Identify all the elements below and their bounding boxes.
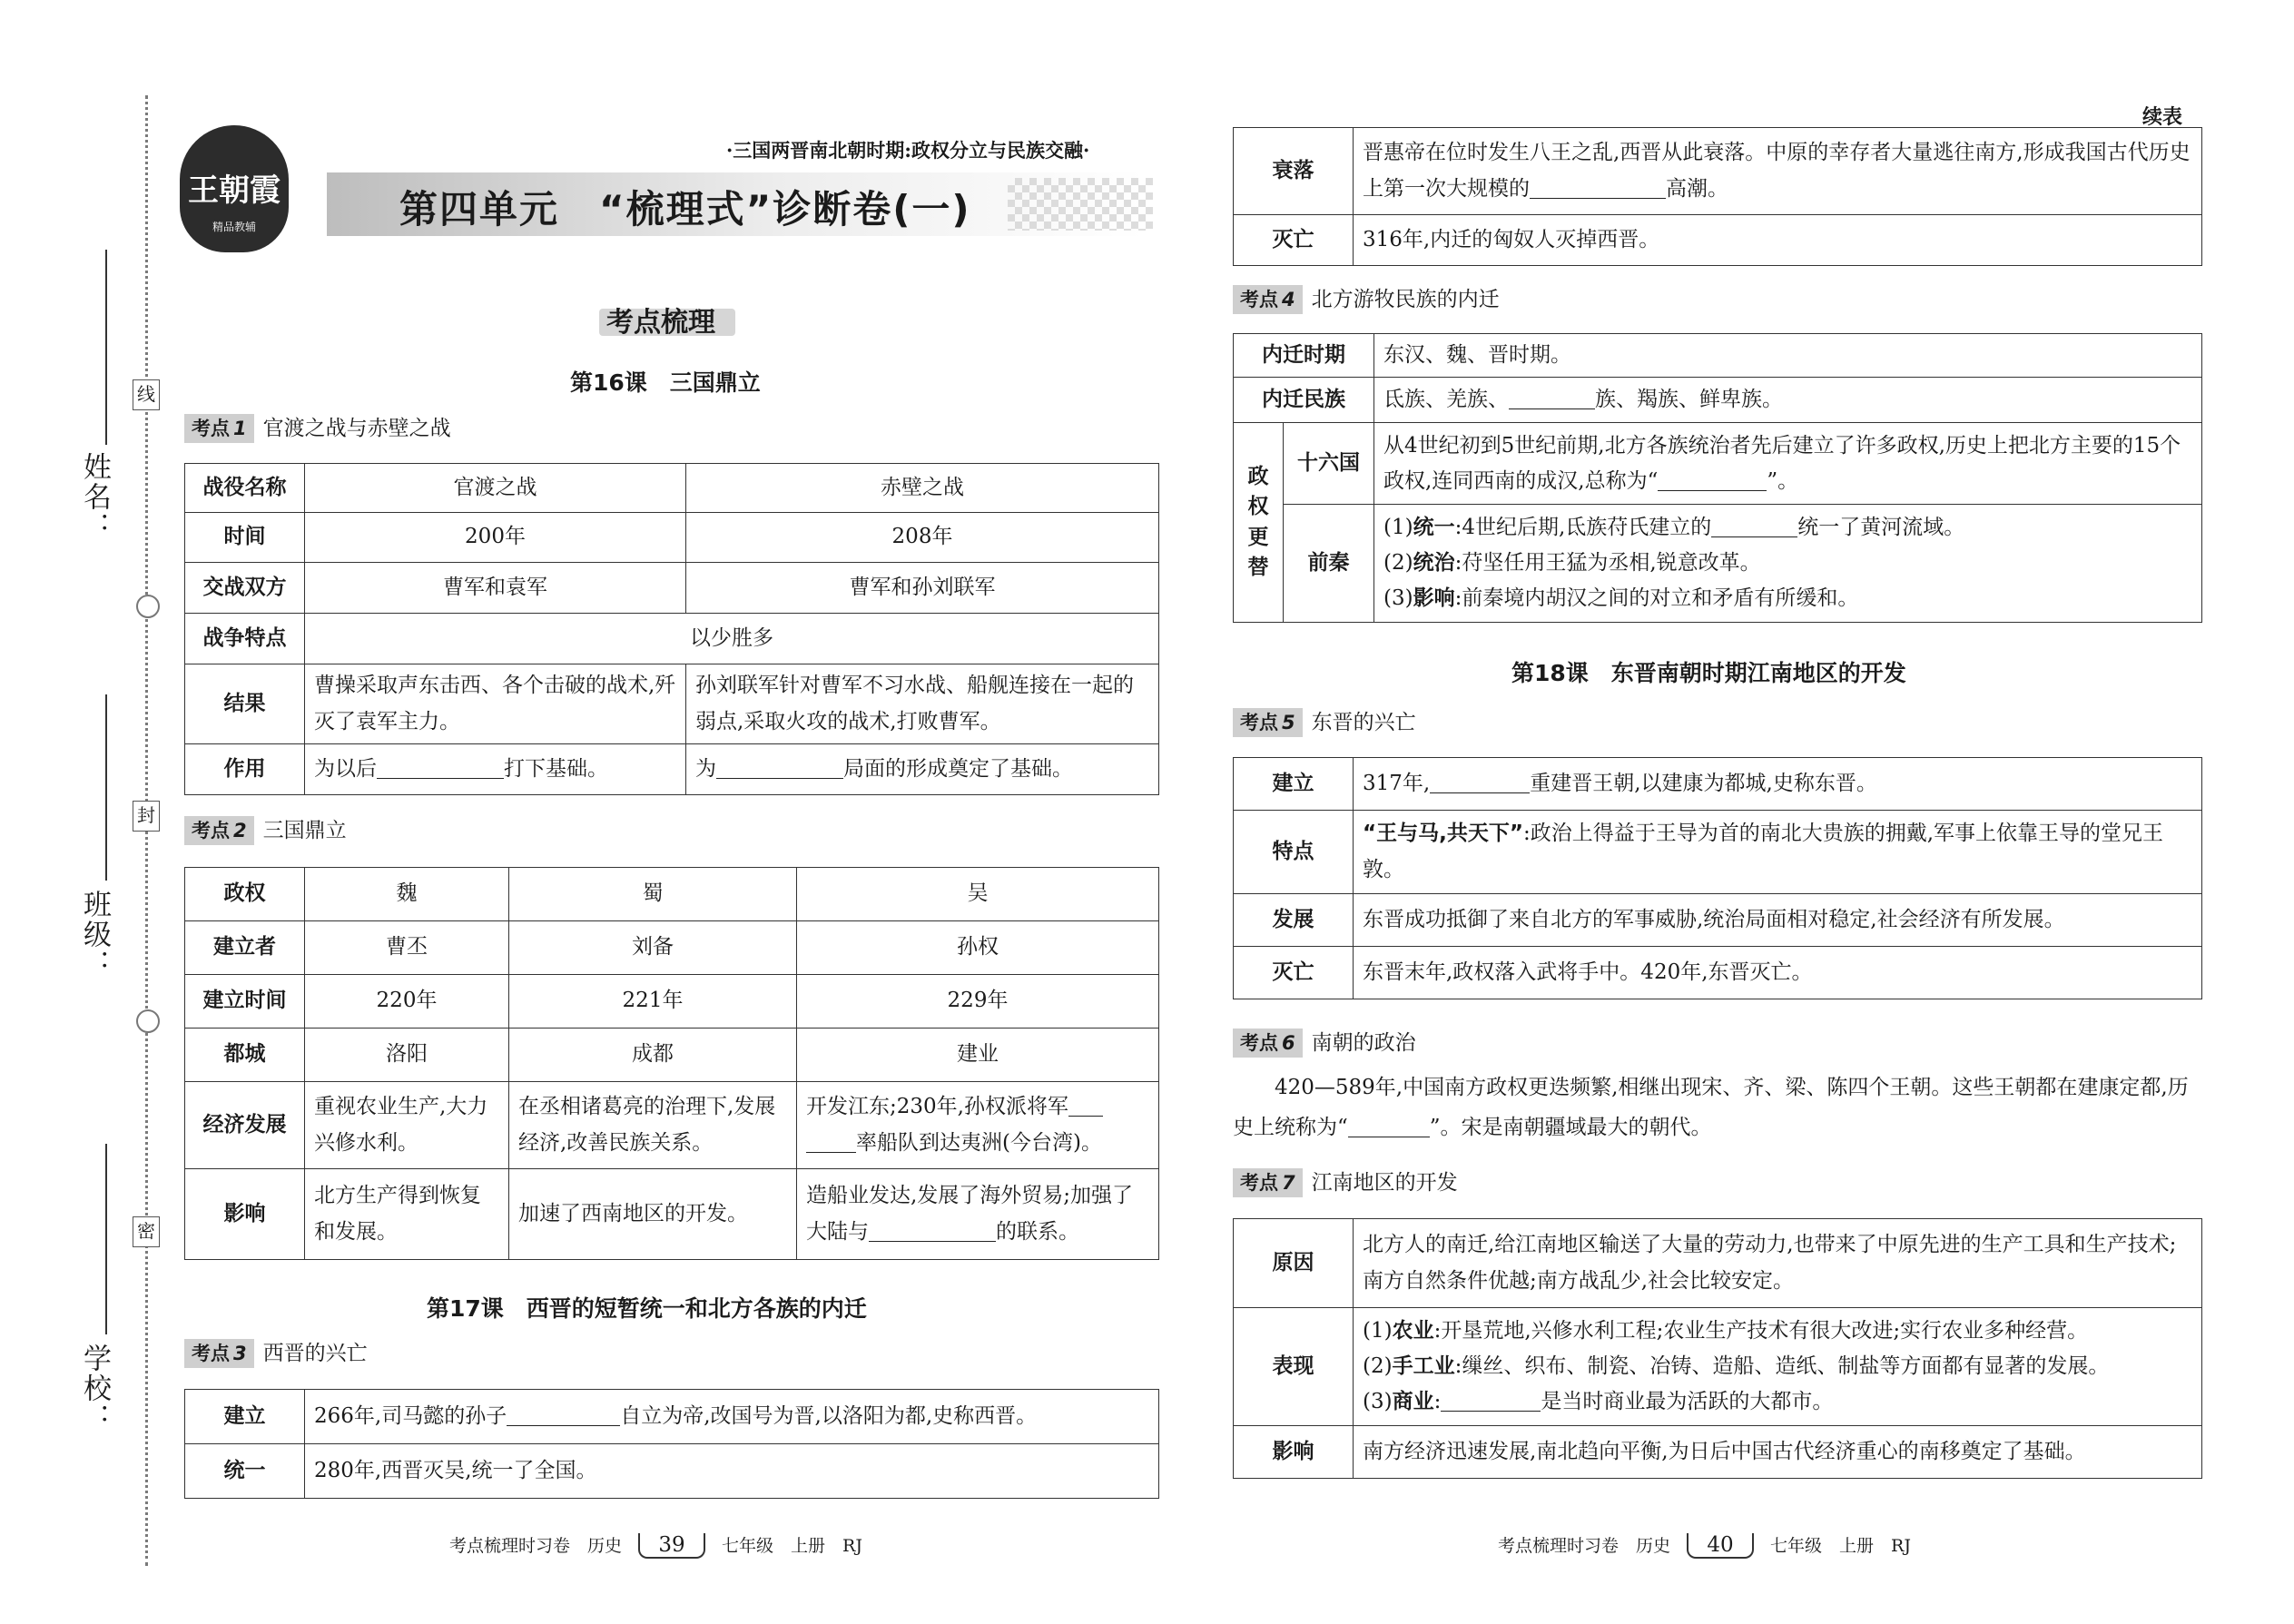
nomad-migration-table [1233,333,2202,623]
kaodian-label: 三国鼎立 [262,819,347,842]
table-cell: 加速了西南地区的开发。 [509,1169,797,1260]
table-cell: “王与马,共天下”:政治上得益于王导为首的南北大贵族的拥戴,军事上依靠王导的堂兄王敦。 [1354,811,2202,894]
table-row [1234,128,2202,215]
table-cell: 曹操采取声东击西、各个击破的战术,歼灭了袁军主力。 [305,664,686,744]
regime-change-header: 政 权 更 替 [1234,423,1284,623]
answer-blank[interactable] [806,1131,856,1153]
class-label: 班级： [78,890,111,979]
kaodian-tag: 考点 5 [1233,708,1303,737]
table-cell: (1)农业:开垦荒地,兴修水利工程;农业生产技术有很大改进;实行农业多种经营。 (2)手工业:缫丝、织布、制瓷、冶铸、造船、造纸、制盐等方面都有显著的发展。 (3)商业: 是当时商业最为活跃的大都市。 [1354,1308,2202,1426]
table-cell: (1)统一:4世纪后期,氐族苻氏建立的 统一了黄河流域。 (2)统治:苻坚任用王猛为丞相,锐意改革。 (3)影响:前秦境内胡汉之间的对立和矛盾有所缓和。 [1374,505,2202,623]
kaodian-tag: 考点 2 [184,816,254,845]
answer-blank[interactable] [507,1404,620,1426]
table-cell: 北方人的南迁,给江南地区输送了大量的劳动力,也带来了中原先进的生产工具和生产技术;南方自然条件优越;南方战乱少,社会比较安定。 [1354,1219,2202,1308]
kaodian-tag: 考点 7 [1233,1168,1303,1197]
answer-blank[interactable] [1348,1116,1430,1137]
table-cell: 影响 [1234,1426,1354,1479]
table-header-cell: 赤壁之战 [686,464,1159,513]
table-cell: 建业 [797,1029,1159,1082]
school-label: 学校： [78,1343,111,1433]
answer-blank[interactable] [1430,772,1530,793]
answer-blank[interactable] [869,1220,996,1242]
table-cell: 特点 [1234,811,1354,894]
answer-blank[interactable] [1530,177,1666,199]
brand-logo [180,125,289,252]
table-header-cell: 魏 [305,868,509,921]
table-cell: 曹军和袁军 [305,563,686,614]
battles-table [184,463,1159,795]
margin-mark-seal: 封 [133,801,160,832]
table-cell: 220年 [305,975,509,1029]
table-cell: 交战双方 [185,563,305,614]
table-cell: 从4世纪初到5世纪前期,北方各族统治者先后建立了许多政权,历史上把北方主要的15个政权,连同西南的成汉,总称为“ ”。 [1374,423,2202,505]
table-cell: 氐族、羌族、 族、羯族、鲜卑族。 [1374,378,2202,423]
lesson-18-title: 第18课 东晋南朝时期江南地区的开发 [1511,660,1906,686]
table-row [1234,758,2202,811]
margin-circle-mark [136,1009,160,1033]
table-cell: 开发江东;230年,孙权派将军 率船队到达夷洲(今台湾)。 [797,1082,1159,1169]
table-cell: 战争特点 [185,614,305,664]
table-row [185,868,1159,921]
section-title: 考点梳理 [606,307,715,339]
table-row [185,1390,1159,1444]
title-band-pattern [1008,178,1153,231]
table-cell: 在丞相诸葛亮的治理下,发展经济,改善民族关系。 [509,1082,797,1169]
kaodian-tag: 考点 3 [184,1339,254,1368]
name-label: 姓名： [78,452,111,542]
table-row [185,1169,1159,1260]
table-header-cell: 官渡之战 [305,464,686,513]
table-row [185,563,1159,614]
table-cell: 灭亡 [1234,215,1354,266]
answer-blank[interactable] [1711,516,1797,537]
table-cell: 200年 [305,513,686,563]
answer-blank[interactable] [1441,1390,1541,1412]
table-row [1234,1308,2202,1426]
table-cell: 十六国 [1284,423,1374,505]
table-cell: 孙权 [797,921,1159,975]
name-field[interactable] [105,250,107,445]
table-cell: 东汉、魏、晋时期。 [1374,334,2202,378]
table-cell: 统一 [185,1444,305,1499]
kaodian-1-heading [184,414,451,445]
lesson-17-title: 第17课 西晋的短暂统一和北方各族的内迁 [427,1295,867,1322]
western-jin-table [184,1389,1159,1499]
southern-dynasties-paragraph: 420—589年,中国南方政权更迭频繁,相继出现宋、齐、梁、陈四个王朝。这些王朝都在建康定都,历史上统称为“ ”。宋是南朝疆域最大的朝代。 [1233,1076,2189,1139]
kaodian-label: 北方游牧民族的内迁 [1311,288,1500,311]
brand-logo-text: 王朝霞 [188,172,281,209]
table-row [1234,215,2202,266]
table-cell: 都城 [185,1029,305,1082]
kaodian-label: 东晋的兴亡 [1311,711,1416,734]
table-cell: 内迁时期 [1234,334,1374,378]
table-cell: 内迁民族 [1234,378,1374,423]
table-cell: 洛阳 [305,1029,509,1082]
table-row [1234,811,2202,894]
table-row [1234,423,2202,505]
table-cell: 建立 [1234,758,1354,811]
table-cell: 时间 [185,513,305,563]
table-cell: 为以后 打下基础。 [305,744,686,795]
table-row [1234,1426,2202,1479]
answer-blank[interactable] [716,757,843,779]
table-row [185,464,1159,513]
margin-mark-secret: 密 [133,1216,160,1247]
footer-right [1498,1532,1911,1559]
table-cell: 重视农业生产,大力兴修水利。 [305,1082,509,1169]
lesson-16-title: 第16课 三国鼎立 [570,369,761,396]
kaodian-4-heading [1233,285,1500,316]
answer-blank[interactable] [1068,1095,1103,1117]
kaodian-tag: 考点 4 [1233,285,1303,314]
table-row [185,1444,1159,1499]
table-cell: 晋惠帝在位时发生八王之乱,西晋从此衰落。中原的幸存者大量逃往南方,形成我国古代历史上第一次大规模的 高潮。 [1354,128,2202,215]
kaodian-7-heading [1233,1168,1458,1199]
table-cell: 建立者 [185,921,305,975]
table-cell: 南方经济迅速发展,南北趋向平衡,为日后中国古代经济重心的南移奠定了基础。 [1354,1426,2202,1479]
table-cell: 表现 [1234,1308,1354,1426]
table-cell: 衰落 [1234,128,1354,215]
footer-left [449,1532,862,1559]
margin-mark-line: 线 [133,379,160,410]
table-cell: 灭亡 [1234,947,1354,999]
table-cell: 发展 [1234,894,1354,947]
table-row [185,664,1159,744]
kaodian-label: 江南地区的开发 [1311,1171,1458,1195]
table-row [185,614,1159,664]
table-header-cell: 政权 [185,868,305,921]
kaodian-5-heading [1233,708,1416,739]
kaodian-3-heading [184,1339,368,1370]
table-cell: 北方生产得到恢复和发展。 [305,1169,509,1260]
page-number: 40 [1687,1533,1754,1559]
school-field[interactable] [105,1144,107,1334]
table-cell: 229年 [797,975,1159,1029]
answer-blank[interactable] [1658,469,1767,491]
kaodian-label: 南朝的政治 [1311,1031,1416,1055]
table-row [1234,505,2202,623]
table-row [1234,1219,2202,1308]
table-row [185,975,1159,1029]
table-cell: 影响 [185,1169,305,1260]
kaodian-tag: 考点 6 [1233,1029,1303,1058]
table-cell: 建立时间 [185,975,305,1029]
kaodian-6-heading [1233,1029,1416,1059]
table-row [185,1082,1159,1169]
table-row [1234,947,2202,999]
kaodian-2-heading [184,816,347,847]
table-cell: 266年,司马懿的孙子 自立为帝,改国号为晋,以洛阳为都,史称西晋。 [305,1390,1159,1444]
table-row [1234,334,2202,378]
table-header-cell: 蜀 [509,868,797,921]
table-cell: 曹军和孙刘联军 [686,563,1159,614]
answer-blank[interactable] [377,757,504,779]
table-cell: 孙刘联军针对曹军不习水战、船舰连接在一起的弱点,采取火攻的战术,打败曹军。 [686,664,1159,744]
jiangnan-development-table [1233,1218,2202,1479]
table-cell: 刘备 [509,921,797,975]
table-row [185,921,1159,975]
table-row [1234,894,2202,947]
western-jin-table-continued [1233,127,2202,266]
page-title: 第四单元 “梳理式”诊断卷(一) [399,187,971,231]
table-cell: 317年, 重建晋王朝,以建康为都城,史称东晋。 [1354,758,2202,811]
table-cell: 建立 [185,1390,305,1444]
table-cell: 为 局面的形成奠定了基础。 [686,744,1159,795]
table-row [1234,378,2202,423]
table-cell: 原因 [1234,1219,1354,1308]
page-number: 39 [638,1533,705,1559]
table-cell: 结果 [185,664,305,744]
table-row [185,513,1159,563]
table-cell: 造船业发达,发展了海外贸易;加强了大陆与 的联系。 [797,1169,1159,1260]
footer-series: 考点梳理时习卷 历史 [449,1536,623,1556]
table-cell: 东晋末年,政权落入武将手中。420年,东晋灭亡。 [1354,947,2202,999]
footer-series: 考点梳理时习卷 历史 [1498,1536,1671,1556]
table-row [185,1029,1159,1082]
table-header-cell: 战役名称 [185,464,305,513]
table-cell: 曹丕 [305,921,509,975]
table-cell: 东晋成功抵御了来自北方的军事威胁,统治局面相对稳定,社会经济有所发展。 [1354,894,2202,947]
table-header-cell: 吴 [797,868,1159,921]
brand-logo-subtext: 精品教辅 [212,221,256,233]
continued-label: 续表 [2142,105,2183,129]
table-row [185,744,1159,795]
answer-blank[interactable] [1509,388,1595,409]
footer-grade: 七年级 上册 RJ [1770,1536,1911,1556]
table-cell: 作用 [185,744,305,795]
footer-grade: 七年级 上册 RJ [722,1536,862,1556]
eastern-jin-table [1233,757,2202,999]
unit-subtitle: ·三国两晋南北朝时期:政权分立与民族交融· [726,139,1090,162]
table-cell: 经济发展 [185,1082,305,1169]
kaodian-label: 官渡之战与赤壁之战 [262,417,451,440]
table-cell: 前秦 [1284,505,1374,623]
table-cell: 280年,西晋灭吴,统一了全国。 [305,1444,1159,1499]
kaodian-tag: 考点 1 [184,414,254,443]
margin-circle-mark [136,595,160,618]
table-cell: 208年 [686,513,1159,563]
table-cell: 316年,内迁的匈奴人灭掉西晋。 [1354,215,2202,266]
table-cell: 以少胜多 [305,614,1159,664]
table-cell: 221年 [509,975,797,1029]
three-kingdoms-table [184,867,1159,1260]
table-cell: 成都 [509,1029,797,1082]
class-field[interactable] [105,694,107,881]
kaodian-label: 西晋的兴亡 [262,1342,368,1365]
